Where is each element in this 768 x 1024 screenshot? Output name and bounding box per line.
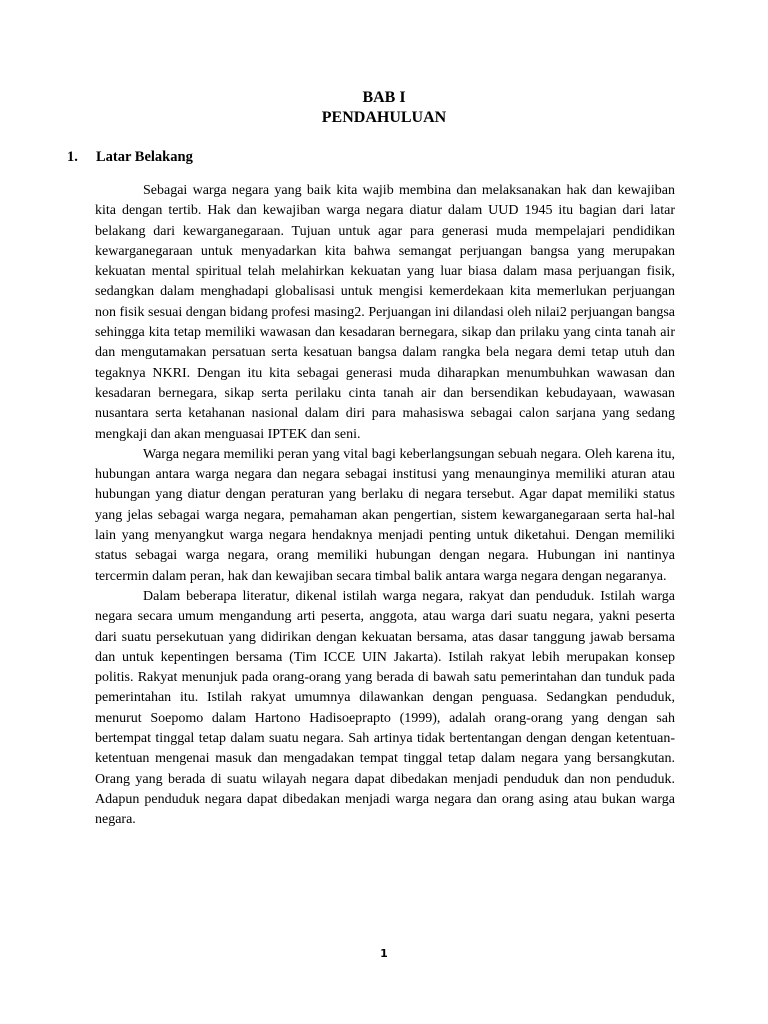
- body-text: [95, 181, 675, 831]
- section-number: 1.: [67, 149, 78, 165]
- paragraph: Warga negara memiliki peran yang vital bagi keberlangsungan sebuah negara. Oleh karena itu, hubungan antara warga negara dan negara sebagai institusi yang menaunginya memiliki aturan atau hubungan yang diatur dengan peraturan yang berlaku di negara tersebut. Agar dapat memiliki status yang jelas sebagai warga negara, pemahaman akan pengertian, sistem kewarganegaraan serta hal-hal lain yang menyangkut warga negara hendaknya menjadi penting untuk diketahui. Dengan memiliki status sebagai warga negara, orang memiliki hubungan dengan negara. Hubungan ini nantinya tercermin dalam peran, hak dan kewajiban secara timbal balik antara warga negara dengan negaranya.: [95, 446, 675, 584]
- chapter-title: PENDAHULUAN: [321, 109, 447, 126]
- section-heading: [67, 147, 193, 167]
- chapter-number: BAB I: [362, 89, 406, 106]
- chapter-heading: [0, 88, 768, 128]
- paragraph: Dalam beberapa literatur, dikenal istilah warga negara, rakyat dan penduduk. Istilah warga negara secara umum mengandung arti peserta, anggota, atau warga dari suatu negara, yakni peserta dari suatu persekutuan yang didirikan dengan kekuatan bersama, atas dasar tanggung jawab bersama dan untuk kepentingen bersama (Tim ICCE UIN Jakarta). Istilah rakyat lebih merupakan konsep politis. Rakyat menunjuk pada orang-orang yang berada di bawah satu pemerintahan dan tunduk pada pemerintahan itu. Istilah rakyat umumnya dilawankan dengan penguasa. Sedangkan penduduk, menurut Soepomo dalam Hartono Hadisoeprapto (1999), adalah orang-orang yang dengan sah bertempat tinggal tetap dalam suatu negara. Sah artinya tidak bertentangan dengan dengan ketentuan-ketentuan mengenai masuk dan mengadakan tempat tinggal tetap dalam negara yang bersangkutan. Orang yang berada di suatu wilayah negara dapat dibedakan menjadi penduduk dan non penduduk. Adapun penduduk negara dapat dibedakan menjadi warga negara dan orang asing atau bukan warga negara.: [95, 588, 675, 828]
- page-number: 1: [380, 947, 388, 960]
- section-title: Latar Belakang: [96, 149, 193, 165]
- paragraph: Sebagai warga negara yang baik kita wajib membina dan melaksanakan hak dan kewajiban kita dengan tertib. Hak dan kewajiban warga negara diatur dalam UUD 1945 itu bagian dari latar belakang dari kewarganegaraan. Tujuan untuk agar para generasi muda mempelajari pendidikan kewarganegaraan untuk menyadarkan kita bahwa semangat perjuangan bangsa yang merupakan kekuatan mental spiritual telah melahirkan kekuatan yang luar biasa dalam masa perjuangan fisik, sedangkan dalam menghadapi globalisasi untuk mengisi kemerdekaan kita memerlukan perjuangan non fisik sesuai dengan bidang profesi masing2. Perjuangan ini dilandasi oleh nilai2 perjuangan bangsa sehingga kita tetap memiliki wawasan dan kesadaran bernegara, sikap dan prilaku yang cinta tanah air dan mengutamakan persatuan serta kesatuan bangsa dalam rangka bela negara demi tetap utuh dan tegaknya NKRI. Dengan itu kita sebagai generasi muda diharapkan menumbuhkan wawasan dan kesadaran bernegara, sikap serta perilaku cinta tanah air dan bersendikan kebudayaan, wawasan nusantara serta ketahanan nasional dalam diri para mahasiswa sebagai calon sarjana yang sedang mengkaji dan akan menguasai IPTEK dan seni.: [95, 183, 675, 442]
